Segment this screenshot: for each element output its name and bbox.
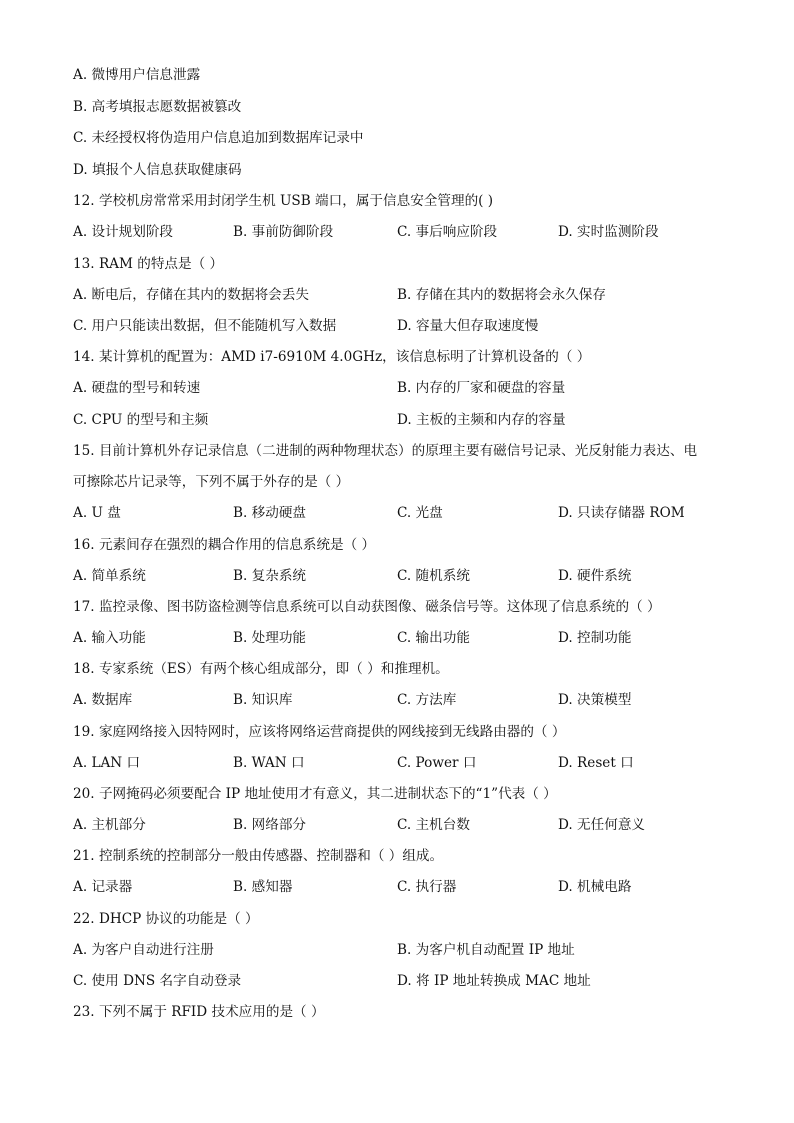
question-14: 14. 某计算机的配置为：AMD i7-6910M 4.0GHz，该信息标明了计算机设备的（ ）	[73, 349, 591, 365]
q16-options	[0, 565, 794, 587]
q22-options-row1	[0, 939, 794, 961]
q17-option-d: D. 控制功能	[558, 630, 632, 646]
q19-option-b: B. WAN 口	[233, 755, 305, 771]
question-15-cont: 可擦除芯片记录等，下列不属于外存的是（ ）	[73, 474, 350, 490]
q14-option-a: A. 硬盘的型号和转速	[73, 380, 201, 396]
q18-option-c: C. 方法库	[397, 692, 457, 708]
q22-options-row2	[0, 970, 794, 992]
q20-options	[0, 814, 794, 836]
q15-option-a: A. U 盘	[73, 505, 121, 521]
question-13: 13. RAM 的特点是（ ）	[73, 256, 224, 272]
q19-option-a: A. LAN 口	[73, 755, 141, 771]
q19-option-d: D. Reset 口	[558, 755, 634, 771]
q12-option-d: D. 实时监测阶段	[558, 224, 659, 240]
q13-option-b: B. 存储在其内的数据将会永久保存	[397, 287, 606, 303]
q22-option-d: D. 将 IP 地址转换成 MAC 地址	[397, 973, 591, 989]
q21-option-a: A. 记录器	[73, 879, 133, 895]
q18-option-a: A. 数据库	[73, 692, 133, 708]
question-18: 18. 专家系统（ES）有两个核心组成部分，即（ ）和推理机。	[73, 661, 449, 677]
question-15: 15. 目前计算机外存记录信息（二进制的两种物理状态）的原理主要有磁信号记录、光反射能力表达、电	[73, 443, 698, 459]
q14-options-row1	[0, 377, 794, 399]
q15-option-d: D. 只读存储器 ROM	[558, 505, 685, 521]
q11-option-c: C. 未经授权将伪造用户信息追加到数据库记录中	[73, 130, 364, 146]
q13-option-d: D. 容量大但存取速度慢	[397, 318, 539, 334]
q17-option-c: C. 输出功能	[397, 630, 470, 646]
q13-options-row2	[0, 315, 794, 337]
q11-option-b: B. 高考填报志愿数据被篡改	[73, 99, 242, 115]
q21-option-c: C. 执行器	[397, 879, 457, 895]
q22-option-b: B. 为客户机自动配置 IP 地址	[397, 942, 575, 958]
q20-option-b: B. 网络部分	[233, 817, 307, 833]
q14-option-b: B. 内存的厂家和硬盘的容量	[397, 380, 566, 396]
q18-option-d: D. 决策模型	[558, 692, 632, 708]
q15-option-b: B. 移动硬盘	[233, 505, 307, 521]
q16-option-c: C. 随机系统	[397, 568, 470, 584]
q12-option-b: B. 事前防御阶段	[233, 224, 334, 240]
q14-option-c: C. CPU 的型号和主频	[73, 412, 209, 428]
q13-option-a: A. 断电后，存储在其内的数据将会丢失	[73, 287, 309, 303]
q14-options-row2	[0, 409, 794, 431]
q14-option-d: D. 主板的主频和内存的容量	[397, 412, 566, 428]
q16-option-a: A. 简单系统	[73, 568, 146, 584]
q21-option-d: D. 机械电路	[558, 879, 632, 895]
q13-options-row1	[0, 284, 794, 306]
question-20: 20. 子网掩码必须要配合 IP 地址使用才有意义，其二进制状态下的“1”代表（ ）	[73, 786, 557, 802]
q22-option-a: A. 为客户自动进行注册	[73, 942, 214, 958]
question-22: 22. DHCP 协议的功能是（ ）	[73, 911, 259, 927]
q16-option-d: D. 硬件系统	[558, 568, 632, 584]
q11-option-d: D. 填报个人信息获取健康码	[73, 162, 242, 178]
q21-option-b: B. 感知器	[233, 879, 293, 895]
q15-options	[0, 502, 794, 524]
q22-option-c: C. 使用 DNS 名字自动登录	[73, 973, 242, 989]
question-21: 21. 控制系统的控制部分一般由传感器、控制器和（ ）组成。	[73, 848, 444, 864]
q12-options	[0, 221, 794, 243]
q12-option-c: C. 事后响应阶段	[397, 224, 498, 240]
q20-option-c: C. 主机台数	[397, 817, 470, 833]
q19-option-c: C. Power 口	[397, 755, 477, 771]
q11-option-a: A. 微博用户信息泄露	[73, 67, 201, 83]
question-19: 19. 家庭网络接入因特网时，应该将网络运营商提供的网线接到无线路由器的（ ）	[73, 724, 566, 740]
q18-options	[0, 689, 794, 711]
q17-options	[0, 627, 794, 649]
q17-option-a: A. 输入功能	[73, 630, 146, 646]
q12-option-a: A. 设计规划阶段	[73, 224, 174, 240]
q15-option-c: C. 光盘	[397, 505, 443, 521]
q19-options	[0, 752, 794, 774]
question-23: 23. 下列不属于 RFID 技术应用的是（ ）	[73, 1004, 325, 1020]
q13-option-c: C. 用户只能读出数据，但不能随机写入数据	[73, 318, 337, 334]
q18-option-b: B. 知识库	[233, 692, 293, 708]
q17-option-b: B. 处理功能	[233, 630, 307, 646]
question-12: 12. 学校机房常常采用封闭学生机 USB 端口，属于信息安全管理的( )	[73, 193, 494, 209]
q20-option-d: D. 无任何意义	[558, 817, 646, 833]
question-16: 16. 元素间存在强烈的耦合作用的信息系统是（ ）	[73, 537, 376, 553]
q21-options	[0, 876, 794, 898]
q16-option-b: B. 复杂系统	[233, 568, 307, 584]
q20-option-a: A. 主机部分	[73, 817, 146, 833]
question-17: 17. 监控录像、图书防盗检测等信息系统可以自动获图像、磁条信号等。这体现了信息系统的（ ）	[73, 599, 661, 615]
